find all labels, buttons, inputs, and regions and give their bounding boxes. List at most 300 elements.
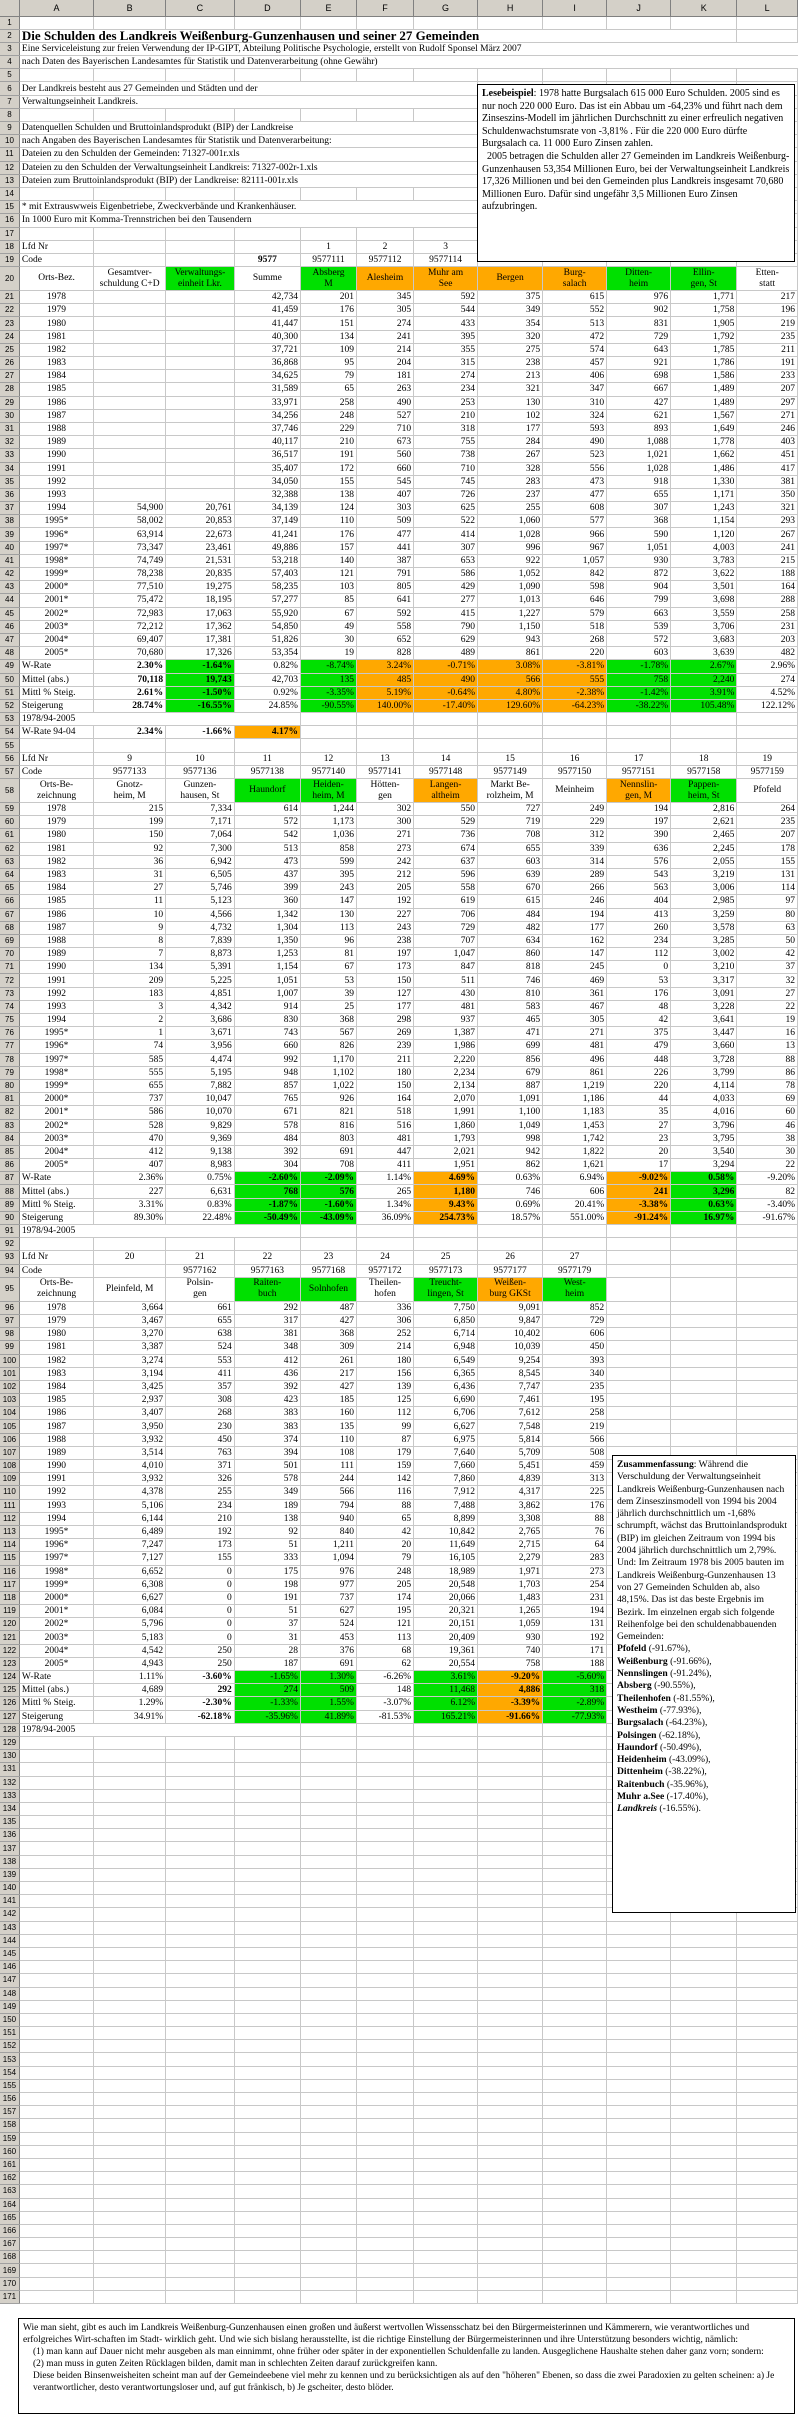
- cell[interactable]: [543, 581, 607, 594]
- cell[interactable]: [356, 462, 413, 475]
- cell[interactable]: [166, 961, 235, 974]
- row-header[interactable]: 59: [0, 803, 19, 816]
- cell[interactable]: [300, 1921, 356, 1934]
- cell[interactable]: [300, 1723, 356, 1736]
- cell[interactable]: [234, 895, 300, 908]
- cell[interactable]: [234, 1367, 300, 1380]
- cell[interactable]: [414, 1394, 478, 1407]
- cell[interactable]: [234, 1697, 300, 1710]
- cell[interactable]: [414, 267, 478, 291]
- cell[interactable]: [607, 895, 671, 908]
- cell[interactable]: [607, 2145, 671, 2158]
- cell[interactable]: [166, 948, 235, 961]
- cell[interactable]: [671, 921, 737, 934]
- cell[interactable]: [414, 2132, 478, 2145]
- cell[interactable]: [478, 2158, 543, 2171]
- cell[interactable]: [300, 330, 356, 343]
- cell[interactable]: [356, 227, 413, 240]
- cell[interactable]: [543, 396, 607, 409]
- cell[interactable]: [19, 227, 93, 240]
- cell[interactable]: [414, 1106, 478, 1119]
- cell[interactable]: [19, 1354, 93, 1367]
- row-header[interactable]: 89: [0, 1198, 19, 1211]
- cell[interactable]: [737, 1934, 798, 1947]
- cell[interactable]: [671, 726, 737, 739]
- cell[interactable]: [607, 868, 671, 881]
- cell[interactable]: [234, 1486, 300, 1499]
- cell[interactable]: [300, 1277, 356, 1301]
- cell[interactable]: [19, 1473, 93, 1486]
- cell[interactable]: [414, 974, 478, 987]
- cell[interactable]: [94, 1159, 166, 1172]
- cell[interactable]: [543, 2211, 607, 2224]
- cell[interactable]: [300, 291, 356, 304]
- cell[interactable]: [19, 95, 413, 108]
- cell[interactable]: [166, 1093, 235, 1106]
- cell[interactable]: [356, 620, 413, 633]
- cell[interactable]: [543, 1486, 607, 1499]
- cell[interactable]: [166, 291, 235, 304]
- column-header-D[interactable]: D: [234, 0, 300, 16]
- cell[interactable]: [166, 2145, 235, 2158]
- cell[interactable]: [607, 1238, 671, 1251]
- cell[interactable]: [300, 647, 356, 660]
- cell[interactable]: [414, 620, 478, 633]
- cell[interactable]: [543, 1328, 607, 1341]
- cell[interactable]: [19, 1119, 93, 1132]
- cell[interactable]: [356, 108, 413, 121]
- cell[interactable]: [94, 816, 166, 829]
- cell[interactable]: [543, 752, 607, 765]
- cell[interactable]: [94, 1605, 166, 1618]
- cell[interactable]: [543, 1460, 607, 1473]
- cell[interactable]: [300, 1446, 356, 1459]
- cell[interactable]: [166, 1565, 235, 1578]
- row-header[interactable]: 60: [0, 816, 19, 829]
- cell[interactable]: [737, 2066, 798, 2079]
- cell[interactable]: [607, 1947, 671, 1960]
- cell[interactable]: [234, 2106, 300, 2119]
- cell[interactable]: [94, 1277, 166, 1301]
- row-header[interactable]: 51: [0, 686, 19, 699]
- cell[interactable]: [671, 974, 737, 987]
- cell[interactable]: [19, 739, 93, 752]
- cell[interactable]: [300, 2172, 356, 2185]
- cell[interactable]: [166, 2093, 235, 2106]
- cell[interactable]: [234, 343, 300, 356]
- cell[interactable]: [234, 2277, 300, 2290]
- cell[interactable]: [94, 594, 166, 607]
- cell[interactable]: [414, 882, 478, 895]
- row-header[interactable]: 94: [0, 1264, 19, 1277]
- cell[interactable]: [737, 488, 798, 501]
- cell[interactable]: [19, 1460, 93, 1473]
- cell[interactable]: [414, 1486, 478, 1499]
- cell[interactable]: [300, 396, 356, 409]
- cell[interactable]: [478, 1420, 543, 1433]
- cell[interactable]: [737, 2264, 798, 2277]
- cell[interactable]: [234, 987, 300, 1000]
- cell[interactable]: [166, 1066, 235, 1079]
- cell[interactable]: [94, 1185, 166, 1198]
- cell[interactable]: [737, 908, 798, 921]
- cell[interactable]: [607, 816, 671, 829]
- cell[interactable]: [543, 1251, 607, 1264]
- cell[interactable]: [234, 2066, 300, 2079]
- cell[interactable]: [414, 2211, 478, 2224]
- cell[interactable]: [543, 1552, 607, 1565]
- cell[interactable]: [671, 2198, 737, 2211]
- cell[interactable]: [356, 1605, 413, 1618]
- cell[interactable]: [166, 1394, 235, 1407]
- cell[interactable]: [19, 1974, 93, 1987]
- cell[interactable]: [166, 1750, 235, 1763]
- cell[interactable]: [414, 1277, 478, 1301]
- cell[interactable]: [414, 1264, 478, 1277]
- cell[interactable]: [234, 1710, 300, 1723]
- cell[interactable]: [234, 1328, 300, 1341]
- row-header[interactable]: 152: [0, 2040, 19, 2053]
- cell[interactable]: [356, 2145, 413, 2158]
- cell[interactable]: [737, 1106, 798, 1119]
- cell[interactable]: [478, 409, 543, 422]
- cell[interactable]: [166, 1473, 235, 1486]
- cell[interactable]: [94, 2277, 166, 2290]
- cell[interactable]: [166, 1341, 235, 1354]
- cell[interactable]: [414, 2251, 478, 2264]
- cell[interactable]: [166, 1106, 235, 1119]
- cell[interactable]: [414, 2027, 478, 2040]
- cell[interactable]: [737, 726, 798, 739]
- row-header[interactable]: 63: [0, 855, 19, 868]
- cell[interactable]: [234, 330, 300, 343]
- cell[interactable]: [94, 541, 166, 554]
- row-header[interactable]: 153: [0, 2053, 19, 2066]
- cell[interactable]: [166, 842, 235, 855]
- cell[interactable]: [737, 528, 798, 541]
- cell[interactable]: [300, 2224, 356, 2237]
- cell[interactable]: [356, 1565, 413, 1578]
- cell[interactable]: [300, 554, 356, 567]
- cell[interactable]: [19, 1525, 93, 1538]
- cell[interactable]: [94, 1251, 166, 1264]
- cell[interactable]: [300, 2238, 356, 2251]
- cell[interactable]: [234, 370, 300, 383]
- cell[interactable]: [19, 1908, 93, 1921]
- cell[interactable]: [543, 1499, 607, 1512]
- cell[interactable]: [737, 713, 798, 726]
- cell[interactable]: [543, 1264, 607, 1277]
- cell[interactable]: [478, 1407, 543, 1420]
- cell[interactable]: [19, 1605, 93, 1618]
- cell[interactable]: [94, 1079, 166, 1092]
- cell[interactable]: [94, 1565, 166, 1578]
- cell[interactable]: [478, 816, 543, 829]
- cell[interactable]: [671, 488, 737, 501]
- cell[interactable]: [356, 752, 413, 765]
- cell[interactable]: [234, 1093, 300, 1106]
- cell[interactable]: [671, 2027, 737, 2040]
- cell[interactable]: [671, 1198, 737, 1211]
- row-header[interactable]: 121: [0, 1631, 19, 1644]
- cell[interactable]: [166, 227, 235, 240]
- cell[interactable]: [607, 673, 671, 686]
- cell[interactable]: [543, 2172, 607, 2185]
- column-header-H[interactable]: H: [478, 0, 543, 16]
- cell[interactable]: [607, 1328, 671, 1341]
- cell[interactable]: [19, 69, 93, 82]
- cell[interactable]: [671, 515, 737, 528]
- cell[interactable]: [94, 2079, 166, 2092]
- cell[interactable]: [300, 1328, 356, 1341]
- row-header[interactable]: 163: [0, 2185, 19, 2198]
- cell[interactable]: [414, 647, 478, 660]
- cell[interactable]: [607, 2119, 671, 2132]
- row-header[interactable]: 34: [0, 462, 19, 475]
- cell[interactable]: [234, 633, 300, 646]
- cell[interactable]: [300, 1987, 356, 2000]
- cell[interactable]: [94, 1908, 166, 1921]
- cell[interactable]: [478, 1499, 543, 1512]
- cell[interactable]: [94, 1380, 166, 1393]
- cell[interactable]: [607, 620, 671, 633]
- cell[interactable]: [737, 502, 798, 515]
- cell[interactable]: [356, 1446, 413, 1459]
- cell[interactable]: [356, 1264, 413, 1277]
- cell[interactable]: [671, 987, 737, 1000]
- cell[interactable]: [543, 1961, 607, 1974]
- cell[interactable]: [19, 2251, 93, 2264]
- cell[interactable]: [166, 908, 235, 921]
- cell[interactable]: [234, 1657, 300, 1670]
- cell[interactable]: [671, 2277, 737, 2290]
- cell[interactable]: [356, 713, 413, 726]
- cell[interactable]: [94, 1264, 166, 1277]
- cell[interactable]: [234, 961, 300, 974]
- cell[interactable]: [19, 2066, 93, 2079]
- cell[interactable]: [19, 1014, 93, 1027]
- cell[interactable]: [607, 699, 671, 712]
- cell[interactable]: [478, 1053, 543, 1066]
- cell[interactable]: [671, 1947, 737, 1960]
- cell[interactable]: [166, 2158, 235, 2171]
- cell[interactable]: [478, 1842, 543, 1855]
- cell[interactable]: [19, 2000, 93, 2013]
- cell[interactable]: [94, 803, 166, 816]
- cell[interactable]: [414, 422, 478, 435]
- cell[interactable]: [414, 726, 478, 739]
- cell[interactable]: [356, 1499, 413, 1512]
- cell[interactable]: [166, 502, 235, 515]
- cell[interactable]: [234, 1354, 300, 1367]
- cell[interactable]: [414, 95, 478, 108]
- cell[interactable]: [737, 868, 798, 881]
- cell[interactable]: [478, 1987, 543, 2000]
- cell[interactable]: [234, 581, 300, 594]
- cell[interactable]: [94, 436, 166, 449]
- cell[interactable]: [478, 267, 543, 291]
- cell[interactable]: [414, 765, 478, 778]
- cell[interactable]: [356, 1736, 413, 1749]
- cell[interactable]: [737, 607, 798, 620]
- cell[interactable]: [19, 174, 413, 187]
- cell[interactable]: [300, 2185, 356, 2198]
- row-header[interactable]: 171: [0, 2290, 19, 2303]
- cell[interactable]: [94, 1657, 166, 1670]
- cell[interactable]: [356, 739, 413, 752]
- cell[interactable]: [414, 1710, 478, 1723]
- cell[interactable]: [607, 581, 671, 594]
- cell[interactable]: [19, 2145, 93, 2158]
- cell[interactable]: [356, 1684, 413, 1697]
- cell[interactable]: [166, 528, 235, 541]
- cell[interactable]: [300, 1829, 356, 1842]
- cell[interactable]: [671, 803, 737, 816]
- cell[interactable]: [234, 1539, 300, 1552]
- cell[interactable]: [737, 2079, 798, 2092]
- cell[interactable]: [737, 1145, 798, 1158]
- cell[interactable]: [300, 633, 356, 646]
- cell[interactable]: [543, 1211, 607, 1224]
- cell[interactable]: [671, 2093, 737, 2106]
- cell[interactable]: [234, 253, 300, 266]
- cell[interactable]: [607, 2132, 671, 2145]
- cell[interactable]: [414, 1159, 478, 1172]
- cell[interactable]: [737, 855, 798, 868]
- cell[interactable]: [607, 739, 671, 752]
- cell[interactable]: [543, 1974, 607, 1987]
- cell[interactable]: [300, 1591, 356, 1604]
- cell[interactable]: [300, 1367, 356, 1380]
- cell[interactable]: [94, 752, 166, 765]
- cell[interactable]: [414, 541, 478, 554]
- cell[interactable]: [356, 528, 413, 541]
- row-header[interactable]: 7: [0, 95, 19, 108]
- cell[interactable]: [166, 594, 235, 607]
- cell[interactable]: [543, 422, 607, 435]
- cell[interactable]: [94, 396, 166, 409]
- cell[interactable]: [166, 1433, 235, 1446]
- cell[interactable]: [166, 895, 235, 908]
- cell[interactable]: [19, 488, 93, 501]
- cell[interactable]: [234, 2079, 300, 2092]
- cell[interactable]: [414, 1671, 478, 1684]
- cell[interactable]: [94, 1211, 166, 1224]
- cell[interactable]: [166, 1460, 235, 1473]
- cell[interactable]: [300, 436, 356, 449]
- cell[interactable]: [94, 1763, 166, 1776]
- cell[interactable]: [356, 1829, 413, 1842]
- cell[interactable]: [414, 1172, 478, 1185]
- cell[interactable]: [607, 1251, 671, 1264]
- cell[interactable]: [19, 2093, 93, 2106]
- cell[interactable]: [94, 1525, 166, 1538]
- column-header-I[interactable]: I: [543, 0, 607, 16]
- row-header[interactable]: 124: [0, 1671, 19, 1684]
- cell[interactable]: [543, 1684, 607, 1697]
- cell[interactable]: [478, 1040, 543, 1053]
- cell[interactable]: [478, 1486, 543, 1499]
- cell[interactable]: [300, 1842, 356, 1855]
- cell[interactable]: [300, 2027, 356, 2040]
- cell[interactable]: [19, 842, 93, 855]
- cell[interactable]: [478, 2066, 543, 2079]
- cell[interactable]: [234, 1723, 300, 1736]
- cell[interactable]: [356, 2290, 413, 2303]
- cell[interactable]: [94, 1618, 166, 1631]
- cell[interactable]: [234, 2040, 300, 2053]
- cell[interactable]: [94, 855, 166, 868]
- cell[interactable]: [19, 2079, 93, 2092]
- cell[interactable]: [356, 1591, 413, 1604]
- cell[interactable]: [19, 1172, 93, 1185]
- cell[interactable]: [356, 2027, 413, 2040]
- cell[interactable]: [356, 1710, 413, 1723]
- cell[interactable]: [543, 1631, 607, 1644]
- cell[interactable]: [478, 488, 543, 501]
- cell[interactable]: [543, 1934, 607, 1947]
- cell[interactable]: [356, 1145, 413, 1158]
- cell[interactable]: [543, 1341, 607, 1354]
- cell[interactable]: [19, 581, 93, 594]
- cell[interactable]: [414, 921, 478, 934]
- cell[interactable]: [166, 1816, 235, 1829]
- cell[interactable]: [94, 647, 166, 660]
- cell[interactable]: [94, 1132, 166, 1145]
- cell[interactable]: [234, 1802, 300, 1815]
- cell[interactable]: [166, 488, 235, 501]
- cell[interactable]: [94, 1895, 166, 1908]
- cell[interactable]: [671, 816, 737, 829]
- cell[interactable]: [356, 1697, 413, 1710]
- cell[interactable]: [94, 1460, 166, 1473]
- cell[interactable]: [166, 2211, 235, 2224]
- cell[interactable]: [478, 987, 543, 1000]
- cell[interactable]: [19, 554, 93, 567]
- cell[interactable]: [94, 1354, 166, 1367]
- cell[interactable]: [737, 842, 798, 855]
- cell[interactable]: [737, 2172, 798, 2185]
- cell[interactable]: [671, 1420, 737, 1433]
- cell[interactable]: [543, 1132, 607, 1145]
- cell[interactable]: [414, 1763, 478, 1776]
- cell[interactable]: [19, 1763, 93, 1776]
- cell[interactable]: [234, 699, 300, 712]
- cell[interactable]: [166, 396, 235, 409]
- cell[interactable]: [300, 1578, 356, 1591]
- cell[interactable]: [94, 2198, 166, 2211]
- cell[interactable]: [19, 1921, 93, 1934]
- cell[interactable]: [19, 449, 93, 462]
- cell[interactable]: [478, 752, 543, 765]
- cell[interactable]: [543, 765, 607, 778]
- cell[interactable]: [414, 816, 478, 829]
- row-header[interactable]: 166: [0, 2224, 19, 2237]
- cell[interactable]: [94, 1473, 166, 1486]
- cell[interactable]: [737, 69, 798, 82]
- cell[interactable]: [543, 2145, 607, 2158]
- cell[interactable]: [19, 620, 93, 633]
- cell[interactable]: [478, 2290, 543, 2303]
- cell[interactable]: [19, 948, 93, 961]
- cell[interactable]: [478, 921, 543, 934]
- row-header[interactable]: 142: [0, 1908, 19, 1921]
- cell[interactable]: [300, 855, 356, 868]
- cell[interactable]: [166, 1789, 235, 1802]
- cell[interactable]: [234, 803, 300, 816]
- cell[interactable]: [543, 1301, 607, 1314]
- cell[interactable]: [478, 855, 543, 868]
